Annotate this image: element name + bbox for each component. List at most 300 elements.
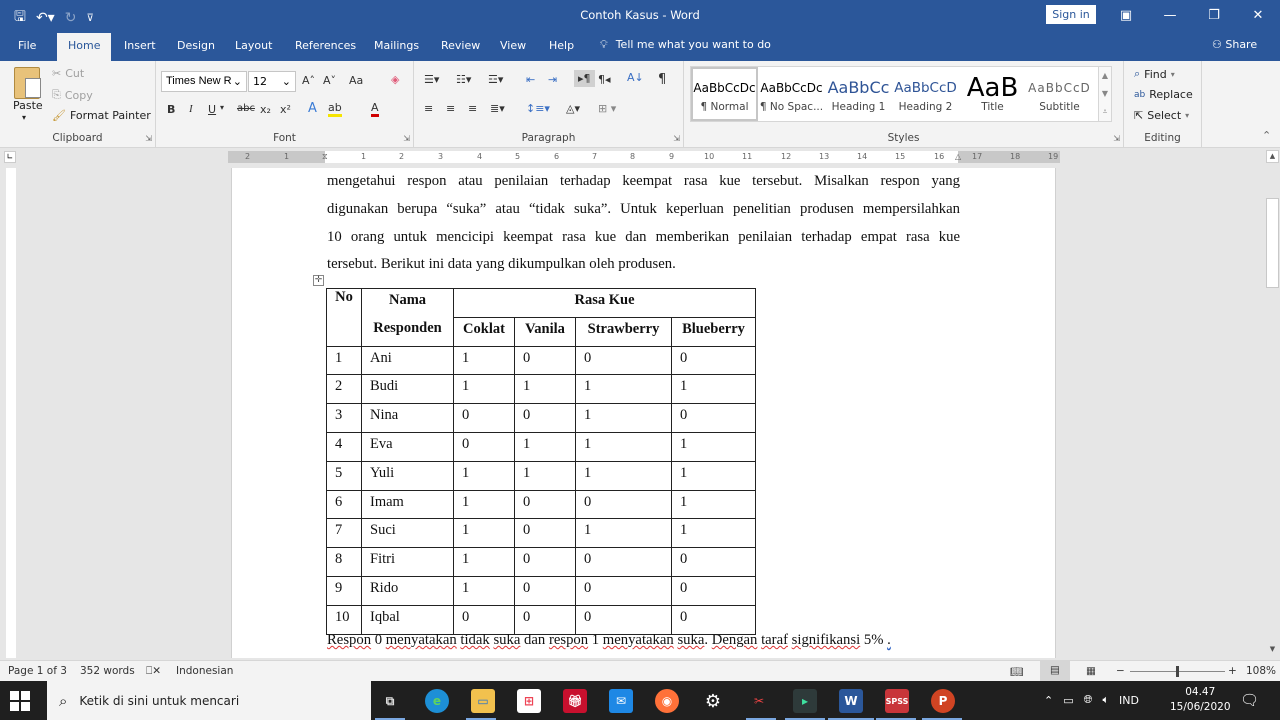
cell-vanila: 0 — [515, 576, 576, 605]
ruler-mark: 12 — [781, 152, 792, 161]
print-layout-icon[interactable]: ▤ — [1040, 661, 1070, 681]
ruler-mark: 9 — [669, 152, 675, 161]
misspelled-word[interactable]: suka — [493, 632, 521, 648]
windows-start-icon[interactable] — [10, 691, 30, 711]
mail-icon[interactable]: ✉ — [609, 689, 633, 713]
style-heading-1[interactable] — [825, 67, 892, 121]
increase-indent-icon[interactable]: ⇥ — [548, 73, 558, 86]
store-icon[interactable]: ⊞ — [517, 689, 541, 713]
subscript-button[interactable]: x₂ — [260, 103, 271, 116]
cell-strawberry: 0 — [576, 605, 672, 634]
misspelled-word[interactable]: signifikansi — [791, 632, 861, 648]
word-count[interactable]: 352 words — [80, 665, 135, 677]
battery-icon[interactable]: ▭ — [1063, 693, 1074, 707]
line-spacing-icon[interactable]: ↕≡▾ — [526, 102, 550, 115]
misspelled-word[interactable]: taraf — [761, 632, 788, 648]
gift-icon[interactable]: 🎁︎ — [563, 689, 587, 713]
cell-vanila: 0 — [515, 548, 576, 577]
table-row — [327, 519, 756, 548]
ruler-mark: 11 — [742, 152, 753, 161]
cell-no: 3 — [327, 404, 362, 433]
zoom-level[interactable]: 108% — [1246, 665, 1277, 677]
style-name: Subtitle — [1039, 101, 1080, 113]
sort-icon[interactable]: A↓ — [627, 71, 644, 84]
header-blueberry: Blueberry — [672, 317, 756, 346]
cell-blueberry: 1 — [672, 432, 756, 461]
cell-coklat: 0 — [454, 432, 515, 461]
cell-coklat: 0 — [454, 404, 515, 433]
copy-icon: ⎘ — [52, 88, 61, 101]
header-nama: Nama — [362, 289, 454, 318]
multilevel-list-icon[interactable]: ☲▾ — [488, 73, 504, 86]
ribbon-display-options-icon[interactable]: ▣ — [1119, 7, 1133, 23]
zoom-slider[interactable] — [1130, 671, 1225, 672]
find-button[interactable] — [1134, 67, 1175, 81]
cell-coklat: 1 — [454, 490, 515, 519]
cut-button[interactable] — [52, 67, 84, 80]
ruler-mark: 1 — [284, 152, 290, 161]
scissors-icon: ✂ — [52, 67, 62, 80]
task-view-icon[interactable]: ⧉ — [385, 693, 395, 708]
editing-group — [1124, 61, 1202, 147]
styles-up-icon[interactable]: ▲ — [1101, 71, 1109, 81]
change-case-button[interactable]: Aa — [349, 74, 364, 87]
scroll-thumb[interactable] — [1266, 198, 1279, 288]
ruler-left-margin — [228, 151, 325, 163]
borders-icon[interactable]: ⊞ ▾ — [598, 102, 617, 115]
search-icon: ⌕ — [59, 691, 68, 710]
misspelled-word[interactable]: menyatakan — [602, 632, 674, 648]
table-row — [327, 375, 756, 404]
cell-blueberry: 1 — [672, 461, 756, 490]
grow-font-button[interactable]: A˄ — [302, 74, 316, 87]
header-coklat: Coklat — [454, 317, 515, 346]
text-run: 1 — [588, 632, 603, 648]
cell-blueberry: 1 — [672, 490, 756, 519]
cell-coklat: 1 — [454, 346, 515, 375]
styles-gallery — [690, 66, 1100, 122]
network-icon[interactable]: 🌐︎ — [1083, 693, 1093, 706]
indent-marker-icon[interactable]: ⧖ — [322, 152, 328, 161]
tab-file[interactable]: File — [18, 39, 37, 52]
styles-label: Styles — [887, 132, 920, 144]
share-label: Share — [1225, 38, 1258, 51]
paste-icon[interactable] — [14, 67, 40, 99]
paragraph-line: tersebut. Berikut ini data yang dikumpulkan oleh produsen. — [327, 256, 676, 273]
table-row — [327, 490, 756, 519]
replace-button[interactable] — [1134, 88, 1193, 101]
input-language[interactable]: IND — [1119, 693, 1139, 707]
sign-in-button[interactable]: Sign in — [1046, 5, 1096, 24]
right-indent-marker-icon[interactable]: △ — [955, 152, 962, 161]
justify-icon[interactable]: ≣▾ — [490, 102, 505, 115]
cell-coklat: 1 — [454, 548, 515, 577]
tab-help[interactable]: Help — [549, 39, 575, 52]
table-row — [327, 404, 756, 433]
cell-vanila: 0 — [515, 404, 576, 433]
cell-blueberry: 0 — [672, 548, 756, 577]
chevron-down-icon: ▾ — [1185, 111, 1190, 120]
data-table — [326, 288, 756, 635]
text-run: . — [704, 632, 712, 648]
cell-blueberry: 1 — [672, 375, 756, 404]
style-preview: AaBbCcD — [1028, 81, 1091, 95]
strikethrough-button[interactable]: abc — [237, 103, 255, 114]
clipboard-dialog-launcher-icon[interactable]: ⇲ — [145, 134, 152, 143]
table-move-handle-icon[interactable]: ✛ — [314, 275, 323, 285]
paragraph-label: Paragraph — [521, 132, 576, 144]
style-heading-2[interactable] — [892, 67, 959, 121]
vertical-ruler[interactable] — [6, 168, 16, 658]
cell-nama: Budi — [362, 375, 454, 404]
ruler-mark: 19 — [1048, 152, 1059, 161]
clock[interactable] — [1170, 685, 1231, 715]
cell-coklat: 1 — [454, 519, 515, 548]
align-right-icon[interactable]: ≡ — [468, 102, 478, 115]
cell-nama: Iqbal — [362, 605, 454, 634]
cell-coklat: 1 — [454, 576, 515, 605]
cell-nama: Ani — [362, 346, 454, 375]
format-painter-button[interactable] — [52, 109, 151, 122]
cell-no: 4 — [327, 432, 362, 461]
web-layout-icon[interactable]: ▦ — [1086, 665, 1096, 677]
ruler-mark: 5 — [515, 152, 521, 161]
horizontal-ruler[interactable] — [228, 151, 1060, 163]
taskbar-search[interactable] — [47, 681, 371, 720]
save-icon[interactable]: 🖫 — [14, 9, 26, 25]
align-left-icon[interactable]: ≡ — [424, 102, 434, 115]
cell-blueberry: 1 — [672, 519, 756, 548]
cell-vanila: 0 — [515, 605, 576, 634]
font-name-select[interactable] — [161, 71, 247, 92]
ruler-mark: 7 — [592, 152, 598, 161]
table-row — [327, 461, 756, 490]
ruler-mark: 1 — [361, 152, 367, 161]
chevron-down-icon: ▾ — [1170, 69, 1175, 79]
settings-icon[interactable]: ⚙ — [704, 690, 722, 712]
horizontal-ruler-bar — [0, 148, 1280, 166]
cell-vanila: 0 — [515, 346, 576, 375]
underline-button[interactable]: U — [208, 103, 217, 116]
chevron-down-icon: ⌄ — [232, 76, 242, 88]
cell-no: 5 — [327, 461, 362, 490]
header-responden: Responden — [362, 317, 454, 346]
style-preview: AaBbCcDc — [693, 81, 756, 95]
replace-icon: ab — [1134, 89, 1146, 100]
customize-qat-icon[interactable]: ⊽ — [86, 12, 94, 24]
cell-vanila: 0 — [515, 519, 576, 548]
style-title[interactable] — [959, 67, 1026, 121]
cell-coklat: 1 — [454, 375, 515, 404]
vertical-scrollbar[interactable] — [1265, 148, 1280, 660]
tab-review[interactable]: Review — [441, 39, 481, 52]
notification-icon[interactable]: 🗨︎ — [1240, 691, 1260, 709]
superscript-button[interactable]: x² — [280, 103, 291, 116]
zoom-slider-knob[interactable] — [1176, 666, 1179, 677]
collapse-ribbon-icon[interactable]: ⌃ — [1262, 129, 1272, 142]
misspelled-word[interactable]: respon — [548, 632, 589, 648]
cell-nama: Yuli — [362, 461, 454, 490]
header-no: No — [327, 289, 362, 347]
powerpoint-icon[interactable]: P — [931, 689, 955, 713]
style-name: Heading 1 — [831, 101, 886, 113]
style-preview: AaBbCcDc — [760, 81, 823, 95]
tab-view[interactable]: View — [500, 39, 527, 52]
grammar-flag[interactable]: . — [887, 632, 891, 648]
snip-tool-icon[interactable]: ✂ — [753, 694, 765, 708]
font-label: Font — [273, 132, 296, 144]
cell-strawberry: 1 — [576, 375, 672, 404]
font-name-value: Times New R — [166, 75, 232, 87]
text-effects-icon[interactable]: A — [308, 101, 317, 116]
styles-scroll — [1098, 66, 1112, 122]
firefox-icon[interactable]: ◉ — [655, 689, 679, 713]
highlight-color-icon[interactable]: ab — [328, 101, 342, 117]
scroll-up-icon[interactable]: ▲ — [1266, 150, 1279, 163]
title-bar — [0, 0, 1280, 30]
word-icon[interactable]: W — [839, 689, 863, 713]
copy-label: Copy — [64, 88, 93, 102]
paragraph-dialog-launcher-icon[interactable]: ⇲ — [673, 134, 680, 143]
cell-no: 8 — [327, 548, 362, 577]
cell-strawberry: 0 — [576, 490, 672, 519]
paragraph-line: digunakan berupa “suka” atau “tidak suka”. Untuk keperluan penelitian produsen mempersilahkan — [327, 200, 960, 217]
chevron-down-icon: ⌄ — [281, 75, 291, 88]
file-explorer-icon[interactable]: ▭ — [471, 689, 495, 713]
cell-no: 7 — [327, 519, 362, 548]
show-hidden-icons-icon[interactable]: ⌃ — [1044, 693, 1054, 707]
restore-button[interactable]: ❐ — [1208, 7, 1220, 23]
cell-nama: Rido — [362, 576, 454, 605]
share-button[interactable] — [1212, 38, 1257, 51]
ribbon-tabs — [0, 30, 1280, 61]
misspelled-word[interactable]: tidak — [460, 632, 490, 648]
spss-icon[interactable]: SPSS — [885, 689, 909, 713]
cell-nama: Nina — [362, 404, 454, 433]
header-strawberry: Strawberry — [576, 317, 672, 346]
cell-no: 9 — [327, 576, 362, 605]
ltr-icon[interactable]: ▸¶ — [574, 70, 595, 87]
system-tray — [1044, 693, 1139, 707]
table-row — [327, 605, 756, 634]
taskbar — [0, 681, 1280, 720]
tab-insert[interactable]: Insert — [124, 39, 156, 52]
zoom-in-button[interactable]: + — [1228, 665, 1237, 677]
shading-icon[interactable]: ◬▾ — [566, 102, 580, 115]
editing-label: Editing — [1144, 132, 1181, 144]
clock-time: 04.47 — [1185, 686, 1216, 698]
document-page[interactable] — [231, 168, 1056, 658]
ruler-mark: 15 — [895, 152, 906, 161]
cell-blueberry: 0 — [672, 346, 756, 375]
ruler-mark: 17 — [972, 152, 983, 161]
text-run: 0 — [371, 632, 386, 648]
numbering-icon[interactable]: ☷▾ — [456, 73, 472, 86]
style-preview: AaB — [966, 75, 1019, 101]
paragraph-group — [414, 61, 684, 147]
ruler-mark: 2 — [399, 152, 405, 161]
cell-strawberry: 1 — [576, 461, 672, 490]
tab-references[interactable]: References — [295, 39, 357, 52]
header-rasa-kue: Rasa Kue — [454, 289, 756, 318]
ruler-mark: 14 — [857, 152, 868, 161]
style-preview: AaBbCcD — [894, 80, 957, 96]
cell-vanila: 1 — [515, 375, 576, 404]
cell-strawberry: 0 — [576, 576, 672, 605]
cell-no: 2 — [327, 375, 362, 404]
font-color-icon[interactable]: A — [371, 101, 379, 117]
find-label: Find — [1144, 67, 1167, 81]
cell-strawberry: 1 — [576, 404, 672, 433]
page-count[interactable]: Page 1 of 3 — [8, 665, 67, 677]
style-name: Heading 2 — [898, 101, 953, 113]
rtl-icon[interactable]: ¶◂ — [598, 73, 611, 86]
cell-blueberry: 0 — [672, 576, 756, 605]
edge-icon[interactable]: e — [425, 689, 449, 713]
style-name: Title — [981, 101, 1004, 113]
select-button[interactable] — [1134, 109, 1189, 122]
tab-selector-icon[interactable]: ∟ — [4, 151, 16, 163]
cell-nama: Suci — [362, 519, 454, 548]
tab-layout[interactable]: Layout — [235, 39, 273, 52]
replace-label: Replace — [1149, 88, 1193, 101]
paste-button[interactable]: Paste — [13, 99, 43, 112]
ribbon-home — [0, 61, 1280, 148]
ruler-mark: 8 — [630, 152, 636, 161]
cell-nama: Eva — [362, 432, 454, 461]
paragraph-line: mengetahui respon atau penilaian terhadap keempat rasa kue tersebut. Misalkan respon yang — [327, 173, 960, 189]
cell-no: 10 — [327, 605, 362, 634]
zoom-out-button[interactable]: − — [1116, 665, 1125, 677]
styles-more-icon[interactable]: ⩡ — [1102, 106, 1108, 116]
close-button[interactable]: ✕ — [1252, 7, 1264, 23]
brush-icon: 🖌︎ — [52, 109, 66, 122]
ruler-mark: 13 — [819, 152, 830, 161]
cut-label: Cut — [65, 67, 85, 80]
style-preview: AaBbCc — [827, 78, 890, 97]
bullets-icon[interactable]: ☰▾ — [424, 73, 440, 86]
shrink-font-button[interactable]: A˅ — [323, 74, 337, 87]
cell-nama: Fitri — [362, 548, 454, 577]
minimize-button[interactable]: — — [1163, 7, 1177, 23]
tab-mailings[interactable]: Mailings — [374, 39, 420, 52]
table-row — [327, 548, 756, 577]
read-mode-icon[interactable]: 📖︎ — [1010, 666, 1024, 678]
style-name: ¶ No Spac... — [759, 101, 824, 113]
clock-date: 15/06/2020 — [1170, 701, 1231, 713]
window-title: Contoh Kasus - Word — [580, 8, 700, 22]
table-row — [327, 432, 756, 461]
scroll-down-icon[interactable]: ▼ — [1269, 645, 1276, 653]
show-formatting-marks-icon[interactable]: ¶ — [658, 72, 667, 87]
paragraph-line: 10 orang untuk mencicipi keempat rasa kue dan memberikan penilaian terhadap empat rasa kue — [327, 228, 960, 245]
search-icon: ⌕ — [1134, 67, 1141, 80]
body-paragraph — [327, 168, 960, 279]
ruler-mark: 18 — [1010, 152, 1021, 161]
copy-button[interactable] — [52, 88, 93, 102]
style-normal[interactable] — [691, 67, 758, 121]
decrease-indent-icon[interactable]: ⇤ — [526, 73, 536, 86]
font-size-select[interactable] — [248, 71, 296, 92]
font-dialog-launcher-icon[interactable]: ⇲ — [403, 134, 410, 143]
style-name: ¶ Normal — [700, 101, 749, 113]
volume-icon[interactable]: 🔈︎ — [1102, 693, 1110, 706]
ruler-mark: 16 — [934, 152, 945, 161]
cell-nama: Imam — [362, 490, 454, 519]
misspelled-word[interactable]: Respon — [327, 632, 372, 648]
style-subtitle[interactable] — [1026, 67, 1093, 121]
styles-down-icon[interactable]: ▼ — [1101, 88, 1109, 98]
ruler-mark: 4 — [477, 152, 483, 161]
tab-design[interactable]: Design — [177, 39, 215, 52]
cell-strawberry: 1 — [576, 432, 672, 461]
bold-button[interactable]: B — [167, 103, 176, 116]
font-size-value: 12 — [253, 75, 267, 88]
ruler-mark: 2 — [245, 152, 251, 161]
italic-button[interactable]: I — [189, 103, 193, 115]
cell-blueberry: 0 — [672, 605, 756, 634]
style-no-spacing[interactable] — [758, 67, 825, 121]
table-row — [327, 346, 756, 375]
font-group — [156, 61, 414, 147]
underline-dropdown-icon[interactable]: ▾ — [220, 103, 225, 112]
text-run: 5% — [860, 632, 888, 648]
cell-vanila: 1 — [515, 432, 576, 461]
ruler-mark: 10 — [704, 152, 715, 161]
lightbulb-icon: 💡︎ — [600, 38, 608, 51]
styles-dialog-launcher-icon[interactable]: ⇲ — [1113, 134, 1120, 143]
after-table-paragraph — [327, 632, 891, 649]
clipboard-group — [0, 61, 156, 147]
clear-formatting-icon[interactable]: ◈ — [391, 73, 400, 86]
search-placeholder: Ketik di sini untuk mencari — [79, 693, 240, 708]
header-vanila: Vanila — [515, 317, 576, 346]
clipboard-label: Clipboard — [52, 132, 103, 144]
cell-coklat: 1 — [454, 461, 515, 490]
cell-vanila: 0 — [515, 490, 576, 519]
person-icon: ⚇ — [1212, 38, 1226, 51]
cell-no: 6 — [327, 490, 362, 519]
cursor-icon: ⇱ — [1134, 109, 1144, 122]
filmora-icon[interactable]: ▸ — [793, 689, 817, 713]
paste-dropdown-icon[interactable]: ▾ — [22, 113, 27, 122]
undo-icon[interactable]: ↶▾ — [35, 10, 55, 26]
ruler-mark: 3 — [438, 152, 444, 161]
tell-me-box[interactable] — [600, 38, 771, 52]
table-row — [327, 576, 756, 605]
redo-icon[interactable]: ↻ — [64, 10, 77, 26]
cell-blueberry: 0 — [672, 404, 756, 433]
cell-strawberry: 1 — [576, 519, 672, 548]
misspelled-word[interactable]: menyatakan — [385, 632, 457, 648]
select-label: Select — [1147, 109, 1182, 122]
cell-no: 1 — [327, 346, 362, 375]
ruler-mark: 6 — [554, 152, 560, 161]
align-center-icon[interactable]: ≡ — [446, 102, 456, 115]
cell-coklat: 0 — [454, 605, 515, 634]
proofing-icon[interactable]: ⎕✕ — [146, 665, 162, 677]
text-run: dan — [520, 632, 549, 648]
format-painter-label: Format Painter — [69, 109, 151, 122]
cell-strawberry: 0 — [576, 346, 672, 375]
tell-me-text: Tell me what you want to do — [615, 38, 771, 51]
misspelled-word[interactable]: Dengan — [711, 632, 758, 648]
cell-vanila: 1 — [515, 461, 576, 490]
cell-strawberry: 0 — [576, 548, 672, 577]
misspelled-word[interactable]: suka — [677, 632, 705, 648]
tab-home[interactable]: Home — [57, 33, 111, 61]
language[interactable]: Indonesian — [176, 665, 234, 677]
